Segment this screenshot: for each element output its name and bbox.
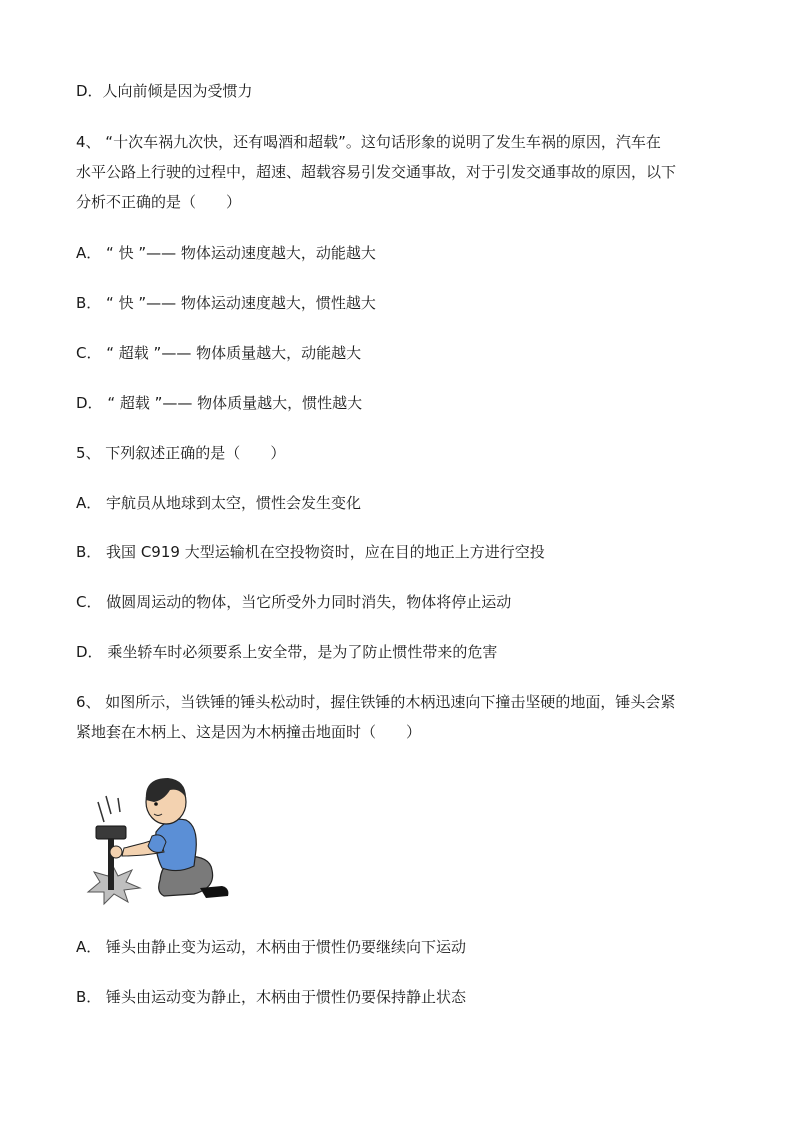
line-q5-stem: 5、 下列叙述正确的是（ ） — [76, 444, 286, 462]
line-q4-b: B． “ 快 ”—— 物体运动速度越大，惯性越大 — [76, 294, 376, 312]
line-q5-b: B． 我国 C919 大型运输机在空投物资时，应在目的地正上方进行空投 — [76, 543, 545, 561]
line-q5-d: D． 乘坐轿车时必须要系上安全带，是为了防止惯性带来的危害 — [76, 643, 498, 661]
line-q5-a: A． 宇航员从地球到太空，惯性会发生变化 — [76, 494, 362, 512]
line-q3-d: D．人向前倾是因为受惯力 — [76, 82, 253, 100]
line-q6-stem-1: 6、 如图所示，当铁锤的锤头松动时，握住铁锤的木柄迅速向下撞击坚硬的地面，锤头会紧 — [76, 693, 676, 711]
hammer-illustration — [82, 770, 242, 910]
line-q4-stem-3: 分析不正确的是（ ） — [76, 193, 242, 211]
line-q6-b: B． 锤头由运动变为静止，木柄由于惯性仍要保持静止状态 — [76, 988, 467, 1006]
line-q4-stem-1: 4、 “十次车祸九次快，还有喝酒和超载”。这句话形象的说明了发生车祸的原因，汽车在 — [76, 133, 661, 151]
line-q4-stem-2: 水平公路上行驶的过程中，超速、超载容易引发交通事故，对于引发交通事故的原因，以下 — [76, 163, 677, 181]
line-q4-a: A． “ 快 ”—— 物体运动速度越大，动能越大 — [76, 244, 376, 262]
line-q6-a: A． 锤头由静止变为运动，木柄由于惯性仍要继续向下运动 — [76, 938, 467, 956]
line-q4-c: C． “ 超载 ”—— 物体质量越大，动能越大 — [76, 344, 362, 362]
line-q5-c: C． 做圆周运动的物体，当它所受外力同时消失，物体将停止运动 — [76, 593, 512, 611]
line-q6-stem-2: 紧地套在木柄上、这是因为木柄撞击地面时（ ） — [76, 723, 422, 741]
line-q4-d: D． “ 超载 ”—— 物体质量越大，惯性越大 — [76, 394, 363, 412]
